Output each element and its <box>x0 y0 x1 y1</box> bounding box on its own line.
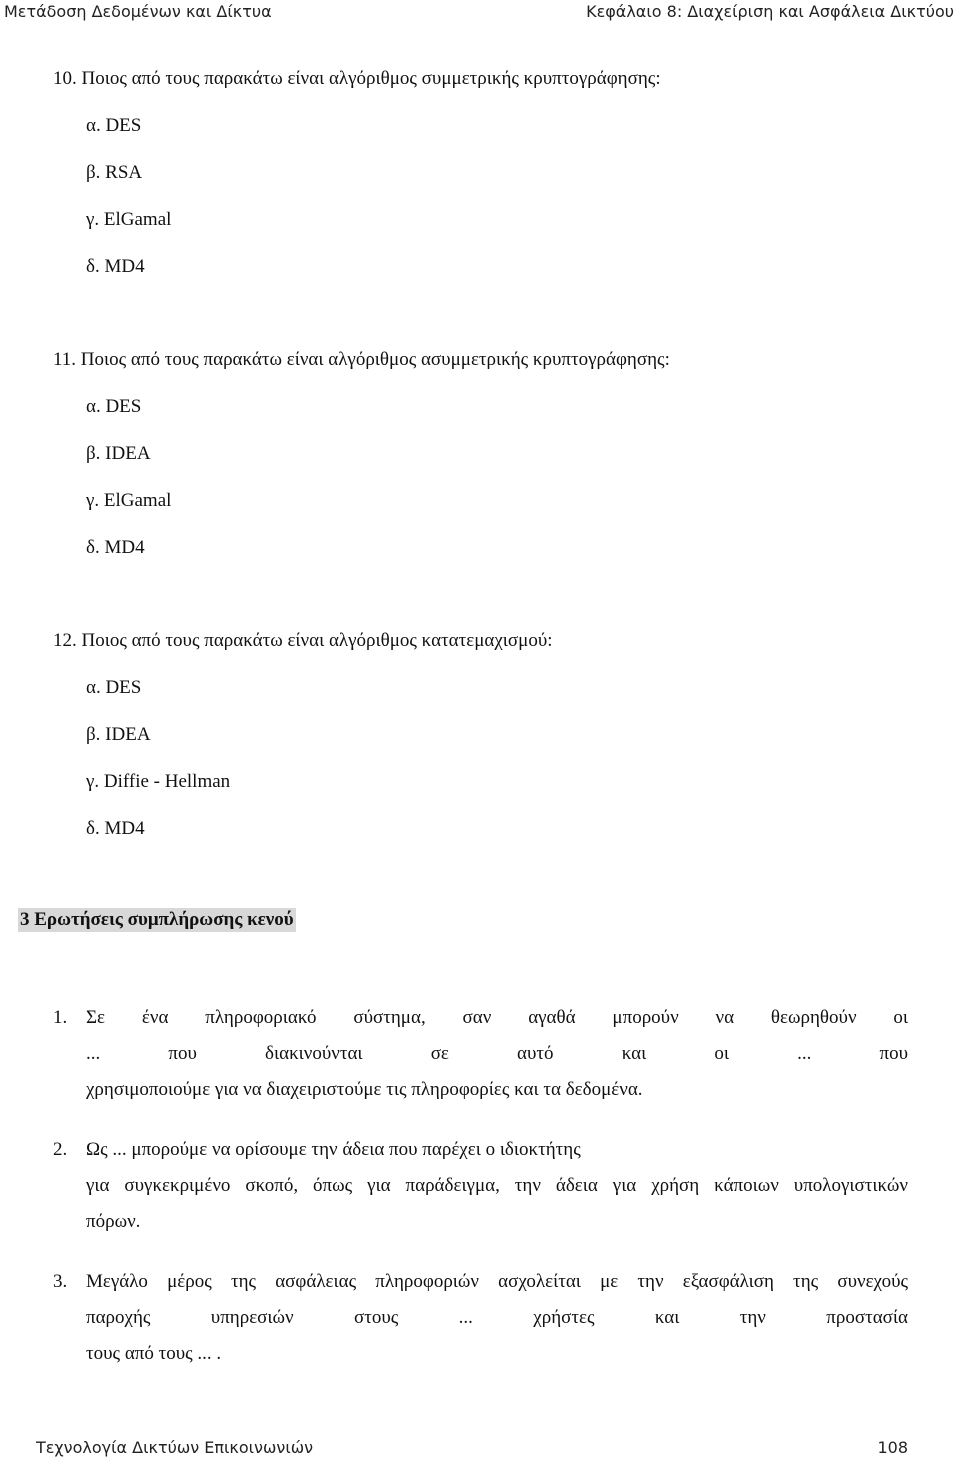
option-delta: δ. MD4 <box>86 818 145 839</box>
option-beta: β. IDEA <box>86 724 151 745</box>
option-delta: δ. MD4 <box>86 537 145 558</box>
footer-title: Τεχνολογία Δικτύων Επικοινωνιών <box>36 1438 314 1457</box>
running-header-left: Μετάδοση Δεδομένων και Δίκτυα <box>4 2 272 21</box>
question-number: 3. <box>53 1271 68 1292</box>
fill-blank-line: για συγκεκριμένο σκοπό, όπως για παράδειγμα, την άδεια για χρήση κάποιων υπολογιστικών <box>86 1175 908 1196</box>
fill-blank-question-2 <box>53 1132 908 1240</box>
option-gamma: γ. ElGamal <box>86 209 172 230</box>
question-10: 10. Ποιος από τους παρακάτω είναι αλγόριθμος συμμετρικής κρυπτογράφησης: <box>53 68 661 89</box>
fill-blank-line: ... που διακινούνται σε αυτό και οι ... που <box>86 1043 908 1064</box>
fill-blank-line <box>53 1000 908 1036</box>
question-number: 2. <box>53 1139 68 1160</box>
fill-blank-question-3 <box>53 1264 908 1372</box>
fill-blank-line <box>53 1132 908 1168</box>
option-alpha: α. DES <box>86 677 142 698</box>
option-beta: β. IDEA <box>86 443 151 464</box>
fill-blank-line: χρησιμοποιούμε για να διαχειριστούμε τις πληροφορίες και τα δεδομένα. <box>86 1079 643 1100</box>
fill-blank-text: Ως ... μπορούμε να ορίσουμε την άδεια που παρέχει ο ιδιοκτήτης <box>86 1139 581 1160</box>
section-heading: 3 Ερωτήσεις συμπλήρωσης κενού <box>20 909 294 930</box>
option-delta: δ. MD4 <box>86 256 145 277</box>
option-gamma: γ. Diffie - Hellman <box>86 771 231 792</box>
question-number: 1. <box>53 1007 68 1028</box>
option-alpha: α. DES <box>86 396 142 417</box>
fill-blank-text: Μεγάλο μέρος της ασφάλειας πληροφοριών ασχολείται με την εξασφάλιση της συνεχούς <box>86 1271 908 1292</box>
option-alpha: α. DES <box>86 115 142 136</box>
question-11: 11. Ποιος από τους παρακάτω είναι αλγόριθμος ασυμμετρικής κρυπτογράφησης: <box>53 349 670 370</box>
fill-blank-line: παροχής υπηρεσιών στους ... χρήστες και την προστασία <box>86 1307 908 1328</box>
fill-blank-line: τους από τους ... . <box>86 1343 222 1364</box>
option-gamma: γ. ElGamal <box>86 490 172 511</box>
question-12: 12. Ποιος από τους παρακάτω είναι αλγόριθμος κατατεμαχισμού: <box>53 630 553 651</box>
page-number: 108 <box>877 1438 908 1457</box>
fill-blank-line: πόρων. <box>86 1211 141 1232</box>
fill-blank-question-1 <box>53 1000 908 1108</box>
fill-blank-text: Σε ένα πληροφοριακό σύστημα, σαν αγαθά μπορούν να θεωρηθούν οι <box>86 1007 908 1028</box>
running-header-right: Κεφάλαιο 8: Διαχείριση και Ασφάλεια Δικτύου <box>586 2 954 21</box>
option-beta: β. RSA <box>86 162 143 183</box>
fill-blank-line <box>53 1264 908 1300</box>
